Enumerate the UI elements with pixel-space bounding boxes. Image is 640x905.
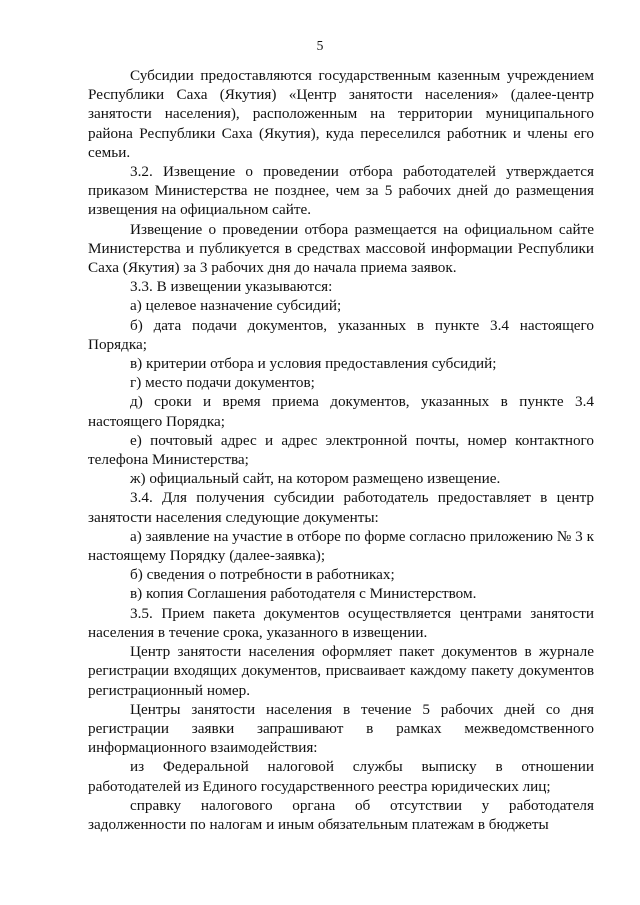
paragraph: Центры занятости населения в течение 5 рабочих дней со дня регистрации заявки запрашивают в рамках межведомственного информационного взаимодействия: — [88, 700, 594, 757]
document-body — [88, 66, 594, 834]
paragraph: б) дата подачи документов, указанных в пункте 3.4 настоящего Порядка; — [88, 316, 594, 353]
paragraph: а) целевое назначение субсидий; — [130, 297, 342, 315]
paragraph: 3.4. Для получения субсидии работодатель предоставляет в центр занятости населения следующие документы: — [88, 489, 594, 526]
paragraph: 3.5. Прием пакета документов осуществляется центрами занятости населения в течение срока, указанного в извещении. — [88, 604, 594, 641]
paragraph: г) место подачи документов; — [130, 374, 315, 392]
paragraph: Извещение о проведении отбора размещается на официальном сайте Министерства и публикуется в средствах массовой информации Республики Саха (Якутия) за 3 рабочих дня до начала приема заявок. — [88, 220, 594, 277]
paragraph: 3.2. Извещение о проведении отбора работодателей утверждается приказом Министерства не позднее, чем за 5 рабочих дней до размещения извещения на официальном сайте. — [88, 163, 594, 219]
paragraph: из Федеральной налоговой службы выписку в отношении работодателей из Единого государственного реестра юридических лиц; — [88, 758, 594, 795]
page-number: 5 — [316, 38, 324, 53]
paragraph: е) почтовый адрес и адрес электронной почты, номер контактного телефона Министерства; — [88, 431, 594, 469]
paragraph: б) сведения о потребности в работниках; — [130, 566, 395, 584]
paragraph: в) критерии отбора и условия предоставления субсидий; — [130, 355, 497, 373]
paragraph: в) копия Соглашения работодателя с Министерством. — [130, 585, 477, 603]
paragraph: а) заявление на участие в отборе по форме согласно приложению № 3 к настоящему Порядку (далее-заявка); — [88, 527, 594, 565]
paragraph: 3.3. В извещении указываются: — [130, 278, 333, 296]
paragraph: Субсидии предоставляются государственным казенным учреждением Республики Саха (Якутия) «Центр занятости населения» (далее-центр занятости населения), расположенным на территории муниципального района Республики Саха (Якутия), куда переселился работник и члены его семьи. — [88, 67, 594, 161]
paragraph: справку налогового органа об отсутствии у работодателя задолженности по налогам и иным обязательным платежам в бюджеты — [88, 796, 594, 833]
paragraph: ж) официальный сайт, на котором размещено извещение. — [130, 470, 501, 488]
paragraph: Центр занятости населения оформляет пакет документов в журнале регистрации входящих документов, присваивает каждому пакету документов регистрационный номер. — [88, 643, 594, 699]
paragraph: д) сроки и время приема документов, указанных в пункте 3.4 настоящего Порядка; — [88, 393, 594, 430]
